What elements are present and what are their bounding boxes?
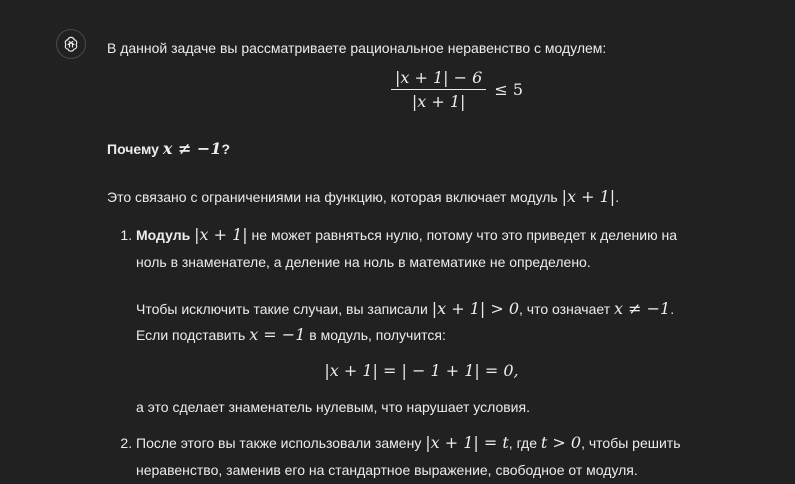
fraction-numerator: |x + 1| − 6 xyxy=(391,68,486,90)
assistant-avatar xyxy=(56,29,86,59)
assistant-message xyxy=(107,36,707,484)
item-bold-label: Модуль xyxy=(136,227,191,243)
explanation-text: Это связано с ограничениями на функцию, которая включает модуль |x + 1|. xyxy=(107,187,620,206)
item-math: |x + 1| xyxy=(194,225,248,244)
list-item: 1. Модуль |x + 1| не может равняться нулю, потому что это приведет к делению на ноль в знаменателе, а деление на ноль в математике не определено. Чтобы исключить такие случаи, вы записали |x + 1| > 0, что означает x ≠ −1. Если подставить x = −1 в модуль, получится: |x + 1| = | − 1 + 1| = 0, а это сделает знаменатель нулевым, что нарушает условия. xyxy=(136,221,707,421)
fraction xyxy=(391,68,486,111)
explanation-math: |x + 1| xyxy=(561,187,616,206)
inequality-relation: ≤ 5 xyxy=(494,80,523,99)
intro-text: В данной задаче вы рассматриваете рациональное неравенство с модулем: xyxy=(107,40,607,56)
item-subparagraph: Чтобы исключить такие случаи, вы записали |x + 1| > 0, что означает x ≠ −1. Если подставить x = −1 в модуль, получится: xyxy=(136,299,675,344)
inequality-formula xyxy=(107,68,707,111)
display-formula: |x + 1| = | − 1 + 1| = 0, xyxy=(324,361,519,380)
openai-logo-icon xyxy=(62,35,80,53)
why-heading-math: x ≠ −1 xyxy=(162,139,222,158)
item-conclusion: а это сделает знаменатель нулевым, что нарушает условия. xyxy=(136,399,530,415)
reasons-list xyxy=(107,221,707,484)
list-item: 2. После этого вы также использовали замену |x + 1| = t, где t > 0, чтобы решить неравенство, заменив его на стандартное выражение, свободное от модуля. xyxy=(136,429,707,484)
fraction-denominator: |x + 1| xyxy=(411,92,466,111)
why-heading: Почему x ≠ −1? xyxy=(107,139,231,158)
